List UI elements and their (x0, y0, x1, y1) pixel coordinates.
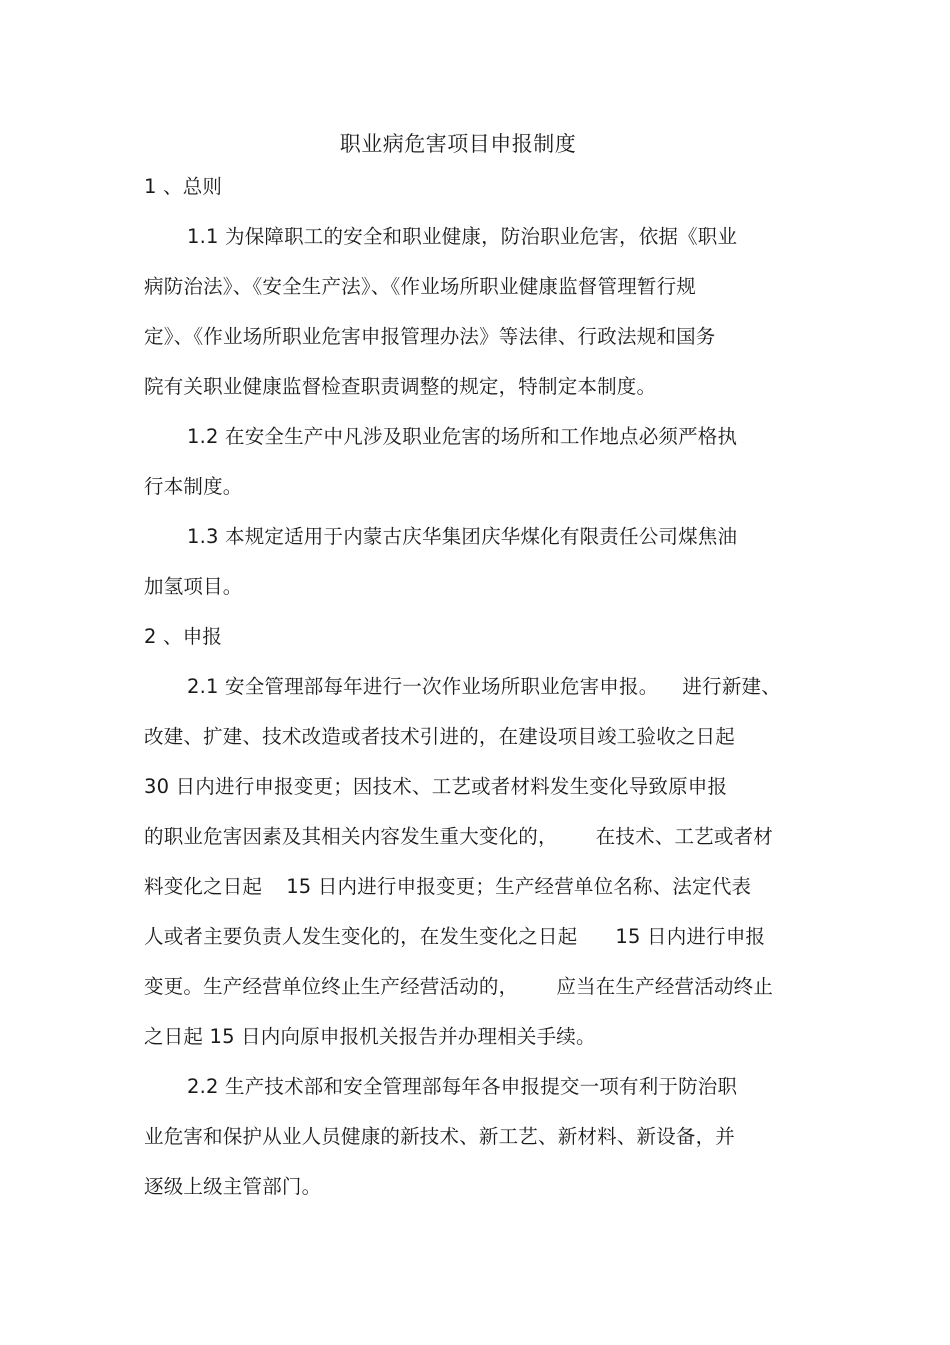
text-run: 料变化之日起 (144, 875, 263, 898)
paragraph-line: 院有关职业健康监督检查职责调整的规定，特制定本制度。 (144, 375, 657, 398)
paragraph-line (144, 872, 751, 902)
paragraph-line: 改建、扩建、技术改造或者技术引进的，在建设项目竣工验收之日起 (144, 725, 736, 748)
text-run: 2.1 安全管理部每年进行一次作业场所职业危害申报。 (187, 675, 659, 698)
section-heading-general: 1 、总则 (144, 175, 223, 198)
text-run: 应当在生产经营活动终止 (556, 975, 774, 998)
paragraph-line: 定》、《作业场所职业危害申报管理办法》等法律、行政法规和国务 (144, 325, 716, 348)
paragraph-line (187, 672, 781, 702)
paragraph-line (144, 922, 765, 952)
paragraph-line (144, 972, 773, 1002)
text-run: 15 日内进行申报 (615, 925, 766, 948)
section-heading-report: 2 、申报 (144, 625, 223, 648)
paragraph-line: 之日起 15 日内向原申报机关报告并办理相关手续。 (144, 1025, 596, 1048)
paragraph-line: 业危害和保护从业人员健康的新技术、新工艺、新材料、新设备，并 (144, 1125, 736, 1148)
document-title: 职业病危害项目申报制度 (339, 132, 577, 156)
paragraph-line: 逐级上级主管部门。 (144, 1175, 322, 1198)
paragraph-line: 1.1 为保障职工的安全和职业健康，防治职业危害，依据《职业 (187, 225, 738, 248)
text-run: 在技术、工艺或者材 (595, 825, 774, 848)
paragraph-line: 加氢项目。 (144, 575, 243, 598)
paragraph-line: 2.2 生产技术部和安全管理部每年各申报提交一项有利于防治职 (187, 1075, 738, 1098)
paragraph-line: 30 日内进行申报变更；因技术、工艺或者材料发生变化导致原申报 (144, 775, 728, 798)
text-run: 的职业危害因素及其相关内容发生重大变化的， (144, 825, 558, 848)
text-run: 15 日内进行申报变更；生产经营单位名称、法定代表 (286, 875, 752, 898)
text-run: 变更。生产经营单位终止生产经营活动的， (144, 975, 519, 998)
paragraph-line: 病防治法》、《安全生产法》、《作业场所职业健康监督管理暂行规 (144, 275, 697, 298)
paragraph-line (144, 822, 773, 852)
paragraph-line: 1.3 本规定适用于内蒙古庆华集团庆华煤化有限责任公司煤焦油 (187, 525, 738, 548)
text-run: 进行新建、 (682, 675, 781, 698)
paragraph-line: 1.2 在安全生产中凡涉及职业危害的场所和工作地点必须严格执 (187, 425, 738, 448)
text-run: 人或者主要负责人发生变化的，在发生变化之日起 (144, 925, 578, 948)
paragraph-line: 行本制度。 (144, 475, 243, 498)
